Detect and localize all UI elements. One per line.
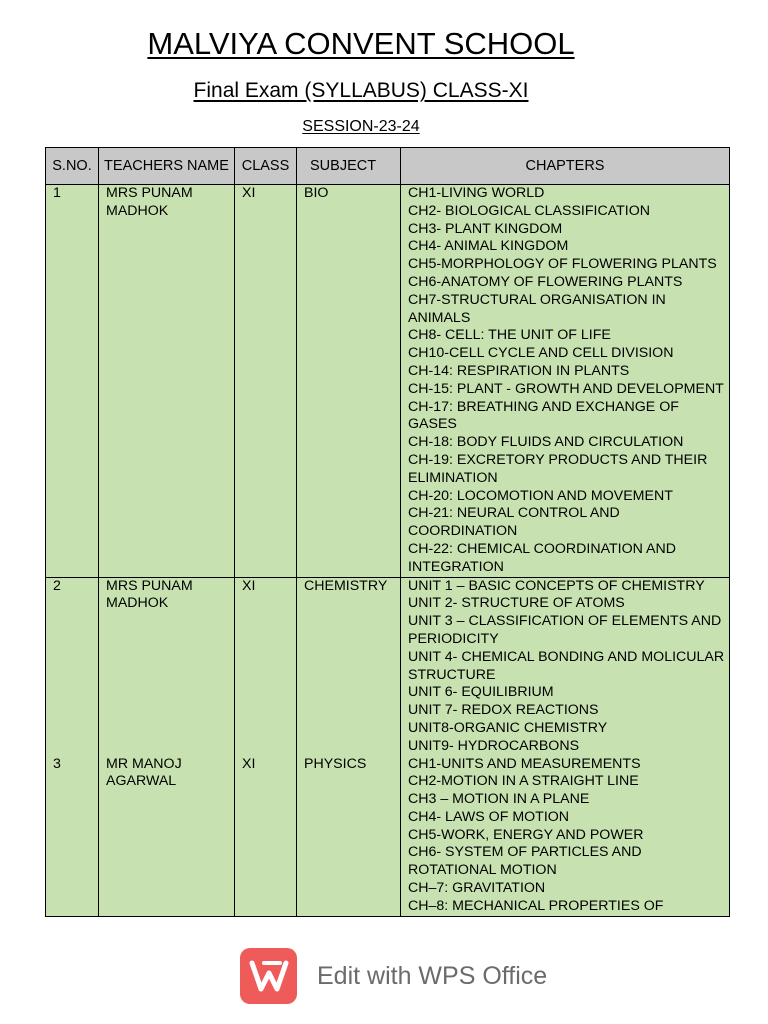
teacher-cell: MR MANOJ AGARWAL [99, 756, 235, 917]
column-header-sno: S.NO. [46, 148, 99, 185]
sno-cell: 2 [46, 577, 99, 755]
class-cell: XI [235, 185, 297, 578]
column-header-subject: SUBJECT [297, 148, 401, 185]
chapter-item: CH1-LIVING WORLD [408, 185, 545, 201]
chapter-item: CH8- CELL: THE UNIT OF LIFE [408, 327, 611, 344]
chapter-item: CH-22: CHEMICAL COORDINATION AND INTEGRATION [408, 540, 677, 575]
chapter-item: CH1-UNITS AND MEASUREMENTS [408, 755, 641, 772]
chapter-item: CH-19: EXCRETORY PRODUCTS AND THEIR ELIMINATION [408, 451, 708, 486]
chapter-item: CH4- LAWS OF MOTION [408, 808, 570, 825]
table-row [46, 756, 730, 917]
chapter-item: CH-17: BREATHING AND EXCHANGE OF GASES [408, 398, 679, 433]
teacher-cell: MRS PUNAM MADHOK [99, 185, 235, 578]
chapter-item: UNIT8-ORGANIC CHEMISTRY [408, 719, 608, 736]
chapter-item: UNIT 2- STRUCTURE OF ATOMS [408, 595, 625, 612]
column-header-chapters: CHAPTERS [401, 148, 730, 185]
chapter-item: UNIT 7- REDOX REACTIONS [408, 702, 599, 719]
subject-cell: PHYSICS [297, 756, 401, 917]
chapter-item: CH-20: LOCOMOTION AND MOVEMENT [408, 487, 673, 504]
table-row [46, 577, 730, 755]
chapter-item: CH4- ANIMAL KINGDOM [408, 238, 569, 255]
chapter-item: UNIT 6- EQUILIBRIUM [408, 684, 554, 701]
sno-cell: 3 [46, 756, 99, 917]
wps-logo-icon [240, 948, 297, 1004]
chapter-item: CH-18: BODY FLUIDS AND CIRCULATION [408, 434, 684, 451]
wps-watermark-text: Edit with WPS Office [317, 961, 548, 990]
subject-cell: CHEMISTRY [297, 577, 401, 755]
chapter-item: CH3 – MOTION IN A PLANE [408, 791, 590, 808]
chapter-item: UNIT9- HYDROCARBONS [408, 737, 580, 754]
exam-title: Final Exam (SYLLABUS) CLASS-XI [193, 79, 529, 102]
chapters-cell [401, 756, 730, 917]
sno-cell: 1 [46, 185, 99, 578]
chapter-item: UNIT 4- CHEMICAL BONDING AND MOLICULAR STRUCTURE [408, 648, 725, 683]
chapter-item: CH10-CELL CYCLE AND CELL DIVISION [408, 345, 674, 362]
chapter-item: CH6-ANATOMY OF FLOWERING PLANTS [408, 273, 683, 290]
chapter-item: CH–8: MECHANICAL PROPERTIES OF [408, 897, 664, 914]
table-header-row [46, 148, 730, 185]
chapter-item: UNIT 3 – CLASSIFICATION OF ELEMENTS AND PERIODICITY [408, 613, 722, 647]
chapter-item: UNIT 1 – BASIC CONCEPTS OF CHEMISTRY [408, 577, 705, 594]
chapters-cell [401, 185, 730, 578]
chapter-item: CH3- PLANT KINGDOM [408, 220, 563, 237]
chapter-item: CH–7: GRAVITATION [408, 880, 546, 897]
class-cell: XI [235, 756, 297, 917]
chapter-item: CH5-WORK, ENERGY AND POWER [408, 826, 644, 843]
session-label: SESSION-23-24 [302, 118, 420, 135]
teacher-cell: MRS PUNAM MADHOK [99, 577, 235, 755]
chapter-item: CH2-MOTION IN A STRAIGHT LINE [408, 773, 639, 790]
column-header-teacher: TEACHERS NAME [99, 148, 235, 185]
chapter-item: CH5-MORPHOLOGY OF FLOWERING PLANTS [408, 256, 717, 273]
chapter-item: CH7-STRUCTURAL ORGANISATION IN ANIMALS [408, 291, 666, 326]
column-header-class: CLASS [235, 148, 297, 185]
syllabus-table [45, 147, 730, 917]
wps-watermark[interactable] [240, 948, 547, 1004]
table-row [46, 185, 730, 578]
chapter-item: CH-14: RESPIRATION IN PLANTS [408, 362, 630, 379]
school-name: MALVIYA CONVENT SCHOOL [147, 26, 575, 61]
class-cell: XI [235, 577, 297, 755]
subject-cell: BIO [297, 185, 401, 578]
chapter-item: CH6- SYSTEM OF PARTICLES AND ROTATIONAL MOTION [408, 844, 642, 879]
chapter-item: CH2- BIOLOGICAL CLASSIFICATION [408, 202, 651, 219]
chapter-item: CH-21: NEURAL CONTROL AND COORDINATION [408, 505, 620, 540]
chapters-cell [401, 577, 730, 755]
chapter-item: CH-15: PLANT - GROWTH AND DEVELOPMENT [408, 380, 724, 397]
